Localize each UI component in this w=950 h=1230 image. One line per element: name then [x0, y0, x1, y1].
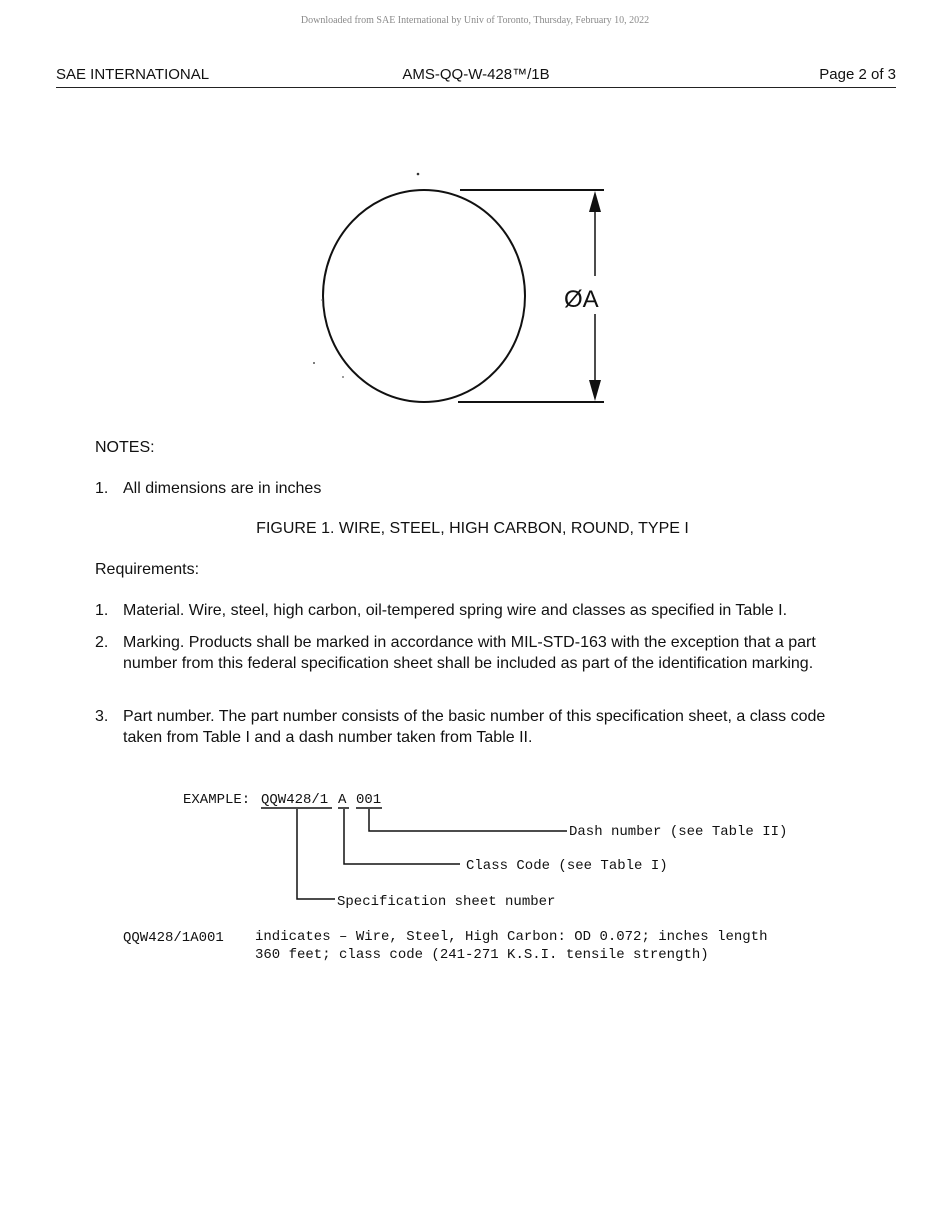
- wire-cross-section-figure: [300, 160, 620, 420]
- example-class-part: A: [338, 792, 347, 808]
- header-publisher: SAE INTERNATIONAL: [56, 66, 210, 83]
- requirement-number: 3.: [95, 708, 109, 725]
- download-watermark: Downloaded from SAE International by Univ of Toronto, Thursday, February 10, 2022: [300, 15, 650, 26]
- requirement-item: [95, 600, 845, 621]
- spec-leader-line: [297, 809, 335, 899]
- note-text: All dimensions are in inches: [123, 480, 322, 497]
- example-dash-part: 001: [356, 792, 382, 808]
- requirement-text: Material. Wire, steel, high carbon, oil-tempered spring wire and classes as specified in Table I.: [123, 602, 788, 619]
- requirement-text: Marking. Products shall be marked in accordance with MIL-STD-163 with the exception that a part number from this federal specification sheet shall be included as part of the identification marking.: [123, 634, 816, 672]
- note-number: 1.: [95, 480, 109, 497]
- requirements-heading: Requirements:: [95, 561, 200, 578]
- scan-speck: [417, 173, 420, 176]
- part-number-example-diagram: [110, 780, 830, 980]
- diameter-label: ØA: [564, 286, 599, 313]
- class-leader-line: [344, 809, 460, 864]
- requirement-number: 2.: [95, 634, 109, 651]
- scan-speck: [313, 362, 315, 364]
- class-callout: Class Code (see Table I): [466, 858, 668, 874]
- dash-leader-line: [369, 809, 567, 831]
- example-spec-part: QQW428/1: [261, 792, 329, 808]
- header-page-number: Page 2 of 3: [819, 66, 896, 83]
- requirement-item: [95, 632, 845, 674]
- example-description-line-2: 360 feet; class code (241-271 K.S.I. tensile strength): [255, 947, 709, 963]
- wire-circle: [323, 190, 525, 402]
- requirement-text: Part number. The part number consists of the basic number of this specification sheet, a class code taken from Table I and a dash number taken from Table II.: [123, 708, 826, 746]
- dimension-arrow-up: [589, 191, 601, 212]
- requirement-item: [95, 706, 845, 748]
- example-label: EXAMPLE:: [183, 792, 251, 808]
- example-description-line-1: indicates – Wire, Steel, High Carbon: OD 0.072; inches length: [255, 929, 768, 945]
- requirement-number: 1.: [95, 602, 109, 619]
- header-document-number: AMS-QQ-W-428™/1B: [402, 66, 550, 83]
- notes-heading: NOTES:: [95, 439, 155, 456]
- dash-callout: Dash number (see Table II): [569, 824, 788, 840]
- example-full-number: QQW428/1A001: [123, 930, 224, 946]
- figure-caption: FIGURE 1. WIRE, STEEL, HIGH CARBON, ROUND, TYPE I: [256, 520, 689, 537]
- note-item: [95, 478, 845, 499]
- spec-callout: Specification sheet number: [337, 894, 556, 910]
- scan-speck: [342, 376, 344, 378]
- dimension-arrow-down: [589, 380, 601, 401]
- page-header: [56, 66, 896, 88]
- scan-speck: [321, 299, 323, 301]
